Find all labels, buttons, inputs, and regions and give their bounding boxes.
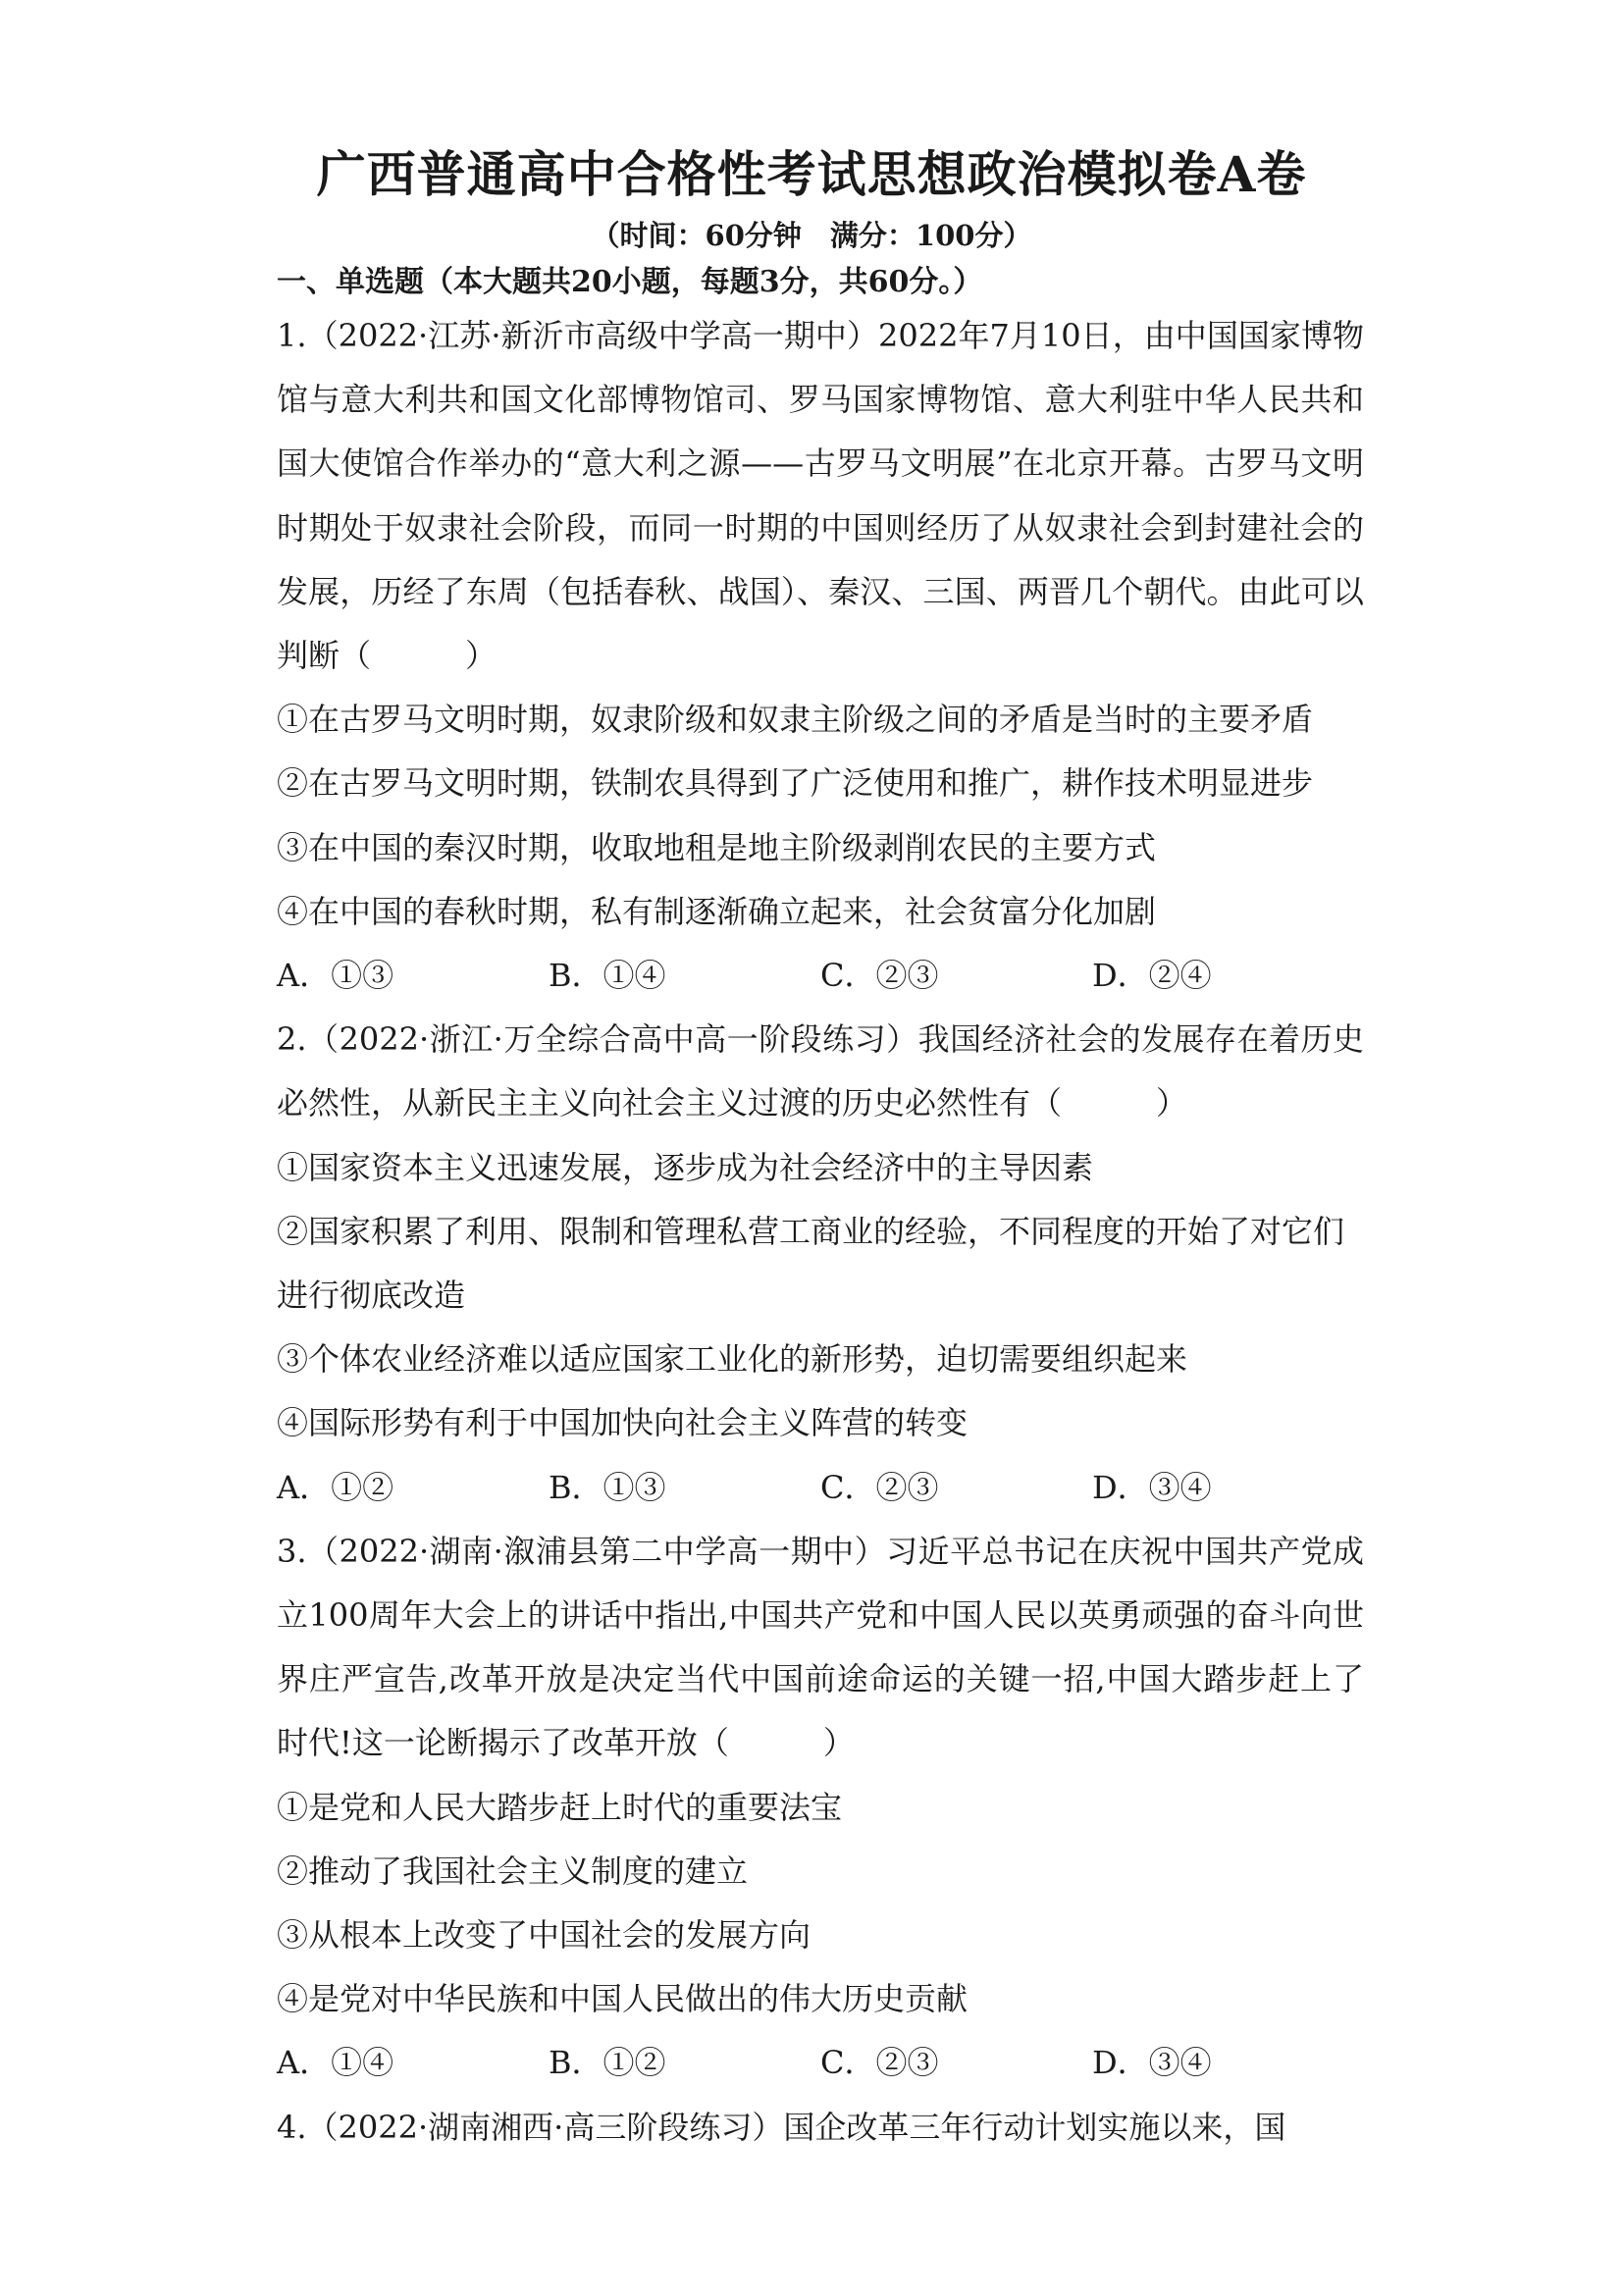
- answer-options: [277, 1456, 1364, 1520]
- option-a: A．①③: [277, 957, 394, 995]
- answer-options: [277, 944, 1364, 1008]
- option-a: A．①④: [277, 2044, 394, 2082]
- question-stem-end: ）: [822, 1724, 855, 1762]
- question-stem: 4.（2022·湖南湘西·高三阶段练习）国企改革三年行动计划实施以来，国: [277, 2108, 1286, 2146]
- statement: ①是党和人民大踏步赶上时代的重要法宝: [277, 1788, 843, 1826]
- option-d: D．③④: [1092, 1468, 1212, 1506]
- statement: ①国家资本主义迅速发展，逐步成为社会经济中的主导因素: [277, 1148, 1094, 1186]
- exam-time-score: （时间：60分钟 满分：100分）: [591, 219, 1032, 252]
- option-c: C．②③: [820, 1468, 939, 1506]
- option-b: B．①②: [549, 2044, 666, 2082]
- statement: ③个体农业经济难以适应国家工业化的新形势，迫切需要组织起来: [277, 1340, 1188, 1379]
- option-b: B．①③: [549, 1468, 666, 1506]
- question-stem-text: 3.（2022·湖南·溆浦县第二中学高一期中）习近平总书记在庆祝中国共产党成立100周年大会上的讲话中指出,中国共产党和中国人民以英勇顽强的奋斗向世界庄严宣告,改革开放是决定当代中国前途命运的关键一招,中国大踏步赶上了时代!这一论断揭示了改革开放（: [277, 1532, 1364, 1762]
- statement: ②在古罗马文明时期，铁制农具得到了广泛使用和推广，耕作技术明显进步: [277, 764, 1314, 803]
- exam-title: 广西普通高中合格性考试思想政治模拟卷A卷: [316, 145, 1307, 203]
- statement: ③在中国的秦汉时期，收取地租是地主阶级剥削农民的主要方式: [277, 828, 1157, 866]
- statement: ④国际形势有利于中国加快向社会主义阵营的转变: [277, 1404, 969, 1442]
- statement: ②推动了我国社会主义制度的建立: [277, 1852, 749, 1890]
- question-3: [277, 1520, 1364, 2096]
- option-a: A．①②: [277, 1468, 394, 1506]
- statement: ④是党对中华民族和中国人民做出的伟大历史贡献: [277, 1980, 969, 2018]
- question-stem-end: ）: [465, 637, 497, 675]
- option-c: C．②③: [820, 957, 939, 995]
- question-stem-text: 1.（2022·江苏·新沂市高级中学高一期中）2022年7月10日，由中国国家博物馆与意大利共和国文化部博物馆司、罗马国家博物馆、意大利驻中华人民共和国大使馆合作举办的“意大利之源——古罗马文明展”在北京开幕。古罗马文明时期处于奴隶社会阶段，而同一时期的中国则经历了从奴隶社会到封建社会的发展，历经了东周（包括春秋、战国）、秦汉、三国、两晋几个朝代。由此可以判断（: [277, 317, 1364, 675]
- question-stem-end: ）: [1156, 1084, 1188, 1122]
- question-1: [277, 304, 1364, 1008]
- question-stem: [277, 304, 1364, 688]
- section-heading: 一、单选题（本大题共20小题，每题3分，共60分。）: [277, 265, 983, 299]
- statement: ④在中国的春秋时期，私有制逐渐确立起来，社会贫富分化加剧: [277, 892, 1157, 930]
- statement: ①在古罗马文明时期，奴隶阶级和奴隶主阶级之间的矛盾是当时的主要矛盾: [277, 701, 1314, 739]
- option-d: D．②④: [1092, 957, 1212, 995]
- question-list: [277, 304, 1364, 2160]
- answer-options: [277, 2031, 1364, 2095]
- question-2: [277, 1008, 1364, 1520]
- question-stem: [277, 1008, 1364, 1135]
- statement: ②国家积累了利用、限制和管理私营工商业的经验，不同程度的开始了对它们进行彻底改造: [277, 1212, 1345, 1315]
- question-stem-text: 2.（2022·浙江·万全综合高中高一阶段练习）我国经济社会的发展存在着历史必然性，从新民主主义向社会主义过渡的历史必然性有（: [277, 1020, 1364, 1122]
- option-b: B．①④: [549, 957, 666, 995]
- option-d: D．③④: [1092, 2044, 1212, 2082]
- option-c: C．②③: [820, 2044, 939, 2082]
- question-stem: [277, 1520, 1364, 1776]
- statement: ③从根本上改变了中国社会的发展方向: [277, 1916, 812, 1955]
- question-4: [277, 2096, 1364, 2160]
